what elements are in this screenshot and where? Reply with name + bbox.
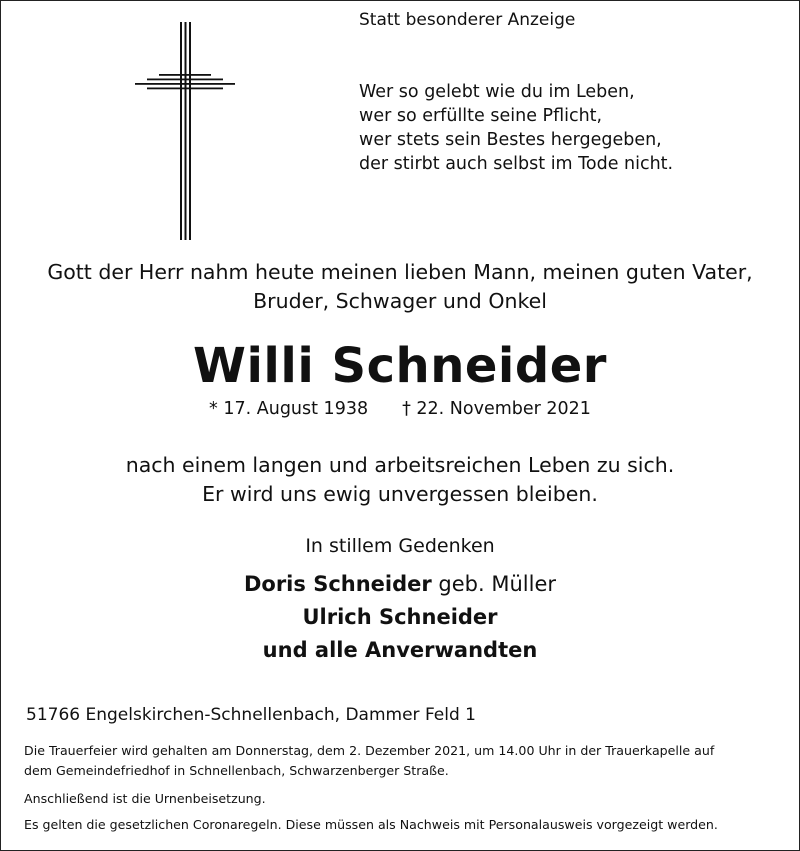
passing-line: nach einem langen und arbeitsreichen Leben zu sich. — [125, 453, 675, 477]
death-date: † 22. November 2021 — [402, 399, 591, 419]
poem-line: wer stets sein Bestes hergegeben, — [359, 130, 662, 150]
mourners-heading: In stillem Gedenken — [305, 535, 495, 557]
funeral-details-line: Die Trauerfeier wird gehalten am Donnerstag, dem 2. Dezember 2021, um 14.00 Uhr in der Trauerkapelle auf — [24, 743, 715, 758]
corona-rules-note: Es gelten die gesetzlichen Coronaregeln. Diese müssen als Nachweis mit Personalausweis vorgezeigt werden. — [24, 817, 718, 832]
birth-date: * 17. August 1938 — [209, 399, 369, 419]
funeral-details-line: dem Gemeindefriedhof in Schnellenbach, Schwarzenberger Straße. — [24, 763, 449, 778]
header-note: Statt besonderer Anzeige — [359, 10, 576, 30]
poem-line: der stirbt auch selbst im Tode nicht. — [359, 154, 674, 174]
mourner-name: Doris Schneider — [243, 572, 432, 596]
mourner-name: Ulrich Schneider — [302, 605, 498, 629]
poem-line: wer so erfüllte seine Pflicht, — [359, 106, 603, 126]
deceased-name: Willi Schneider — [193, 338, 607, 394]
mourner-maiden-name: geb. Müller — [431, 572, 557, 596]
poem-line: Wer so gelebt wie du im Leben, — [359, 82, 635, 102]
passing-text — [0, 451, 800, 509]
mourner-relatives — [0, 634, 800, 667]
intro-line: Bruder, Schwager und Onkel — [253, 289, 547, 313]
mourner-ulrich — [0, 601, 800, 634]
address: 51766 Engelskirchen-Schnellenbach, Dammer Feld 1 — [26, 705, 476, 725]
intro-text — [0, 258, 800, 316]
mourner-doris — [0, 568, 800, 601]
passing-line: Er wird uns ewig unvergessen bleiben. — [202, 482, 598, 506]
cross-icon — [135, 22, 235, 240]
poem — [359, 80, 673, 176]
urn-burial-note: Anschließend ist die Urnenbeisetzung. — [24, 791, 266, 806]
mourner-name: und alle Anverwandten — [262, 638, 538, 662]
intro-line: Gott der Herr nahm heute meinen lieben Mann, meinen guten Vater, — [47, 260, 753, 284]
life-dates — [0, 399, 800, 419]
